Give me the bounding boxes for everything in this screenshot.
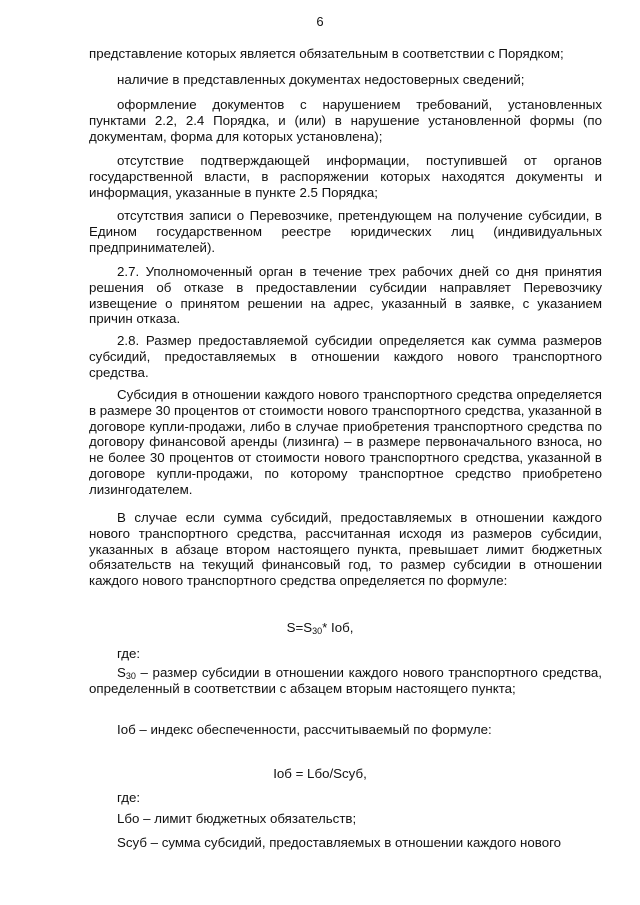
where-label-2: где:	[117, 790, 141, 805]
definition-s30: $S_{30}$ – размер субсидии в отношении каждого нового транспортного средства, определенный в соответствии с абзацем вторым настоящего пункта;	[89, 665, 602, 696]
formula-subsidy: $S=S_{30}*$ Iоб,	[286, 620, 354, 636]
paragraph-no-registry-record: отсутствия записи о Перевозчике, претендующем на получение субсидии, в Едином государственном реестре юридических лиц (индивидуальных предпринимателей).	[89, 208, 602, 255]
definition-iob: Iоб – индекс обеспеченности, рассчитываемый по формуле:	[117, 722, 492, 737]
paragraph-continuation: представление которых является обязательным в соответствии с Порядком;	[89, 46, 564, 61]
page-number: 6	[316, 14, 324, 29]
where-label: где:	[117, 646, 141, 661]
definition-ssub: Sсуб – сумма субсидий, предоставляемых в отношении каждого нового	[117, 835, 562, 850]
definition-lbo: Lбо – лимит бюджетных обязательств;	[117, 811, 357, 826]
paragraph-2-7: 2.7. Уполномоченный орган в течение трех рабочих дней со дня принятия решения об отказе в предоставлении субсидии направляет Перевозчику извещение о принятом решении на адрес, указанный в заявке, с указанием причин отказа.	[89, 264, 602, 327]
paragraph-2-8: 2.8. Размер предоставляемой субсидии определяется как сумма размеров субсидий, предоставляемых в отношении каждого нового транспортного средства.	[89, 333, 602, 380]
paragraph-subsidy-definition: Субсидия в отношении каждого нового транспортного средства определяется в размере 30 процентов от стоимости нового транспортного средства, указанной в договоре купли-продажи, либо в случае приобретения транспортного средства по договору финансовой аренды (лизинга) – в размере первоначального взноса, но не более 30 процентов от стоимости нового транспортного средства, указанной в договоре купли-продажи, по которому транспортное средство приобретено лизингодателем.	[89, 387, 602, 497]
paragraph-unreliable-info: наличие в представленных документах недостоверных сведений;	[117, 72, 525, 87]
paragraph-no-confirmation: отсутствие подтверждающей информации, поступившей от органов государственной власти, в распоряжении которых находятся документы и информация, указанные в пункте 2.5 Порядка;	[89, 153, 602, 200]
paragraph-limit-case: В случае если сумма субсидий, предоставляемых в отношении каждого нового транспортного средства, рассчитанная исходя из размеров субсидии, указанных в абзаце втором настоящего пункта, превышает лимит бюджетных обязательств на текущий финансовый год, то размер субсидии в отношении каждого нового транспортного средства определяется по формуле:	[89, 510, 602, 589]
paragraph-document-violations: оформление документов с нарушением требований, установленных пунктами 2.2, 2.4 Порядка, и (или) в нарушение установленной формы (по документам, форма для которых установлена);	[89, 97, 602, 144]
formula-index: Iоб = Lбо/Sсуб,	[273, 766, 367, 781]
